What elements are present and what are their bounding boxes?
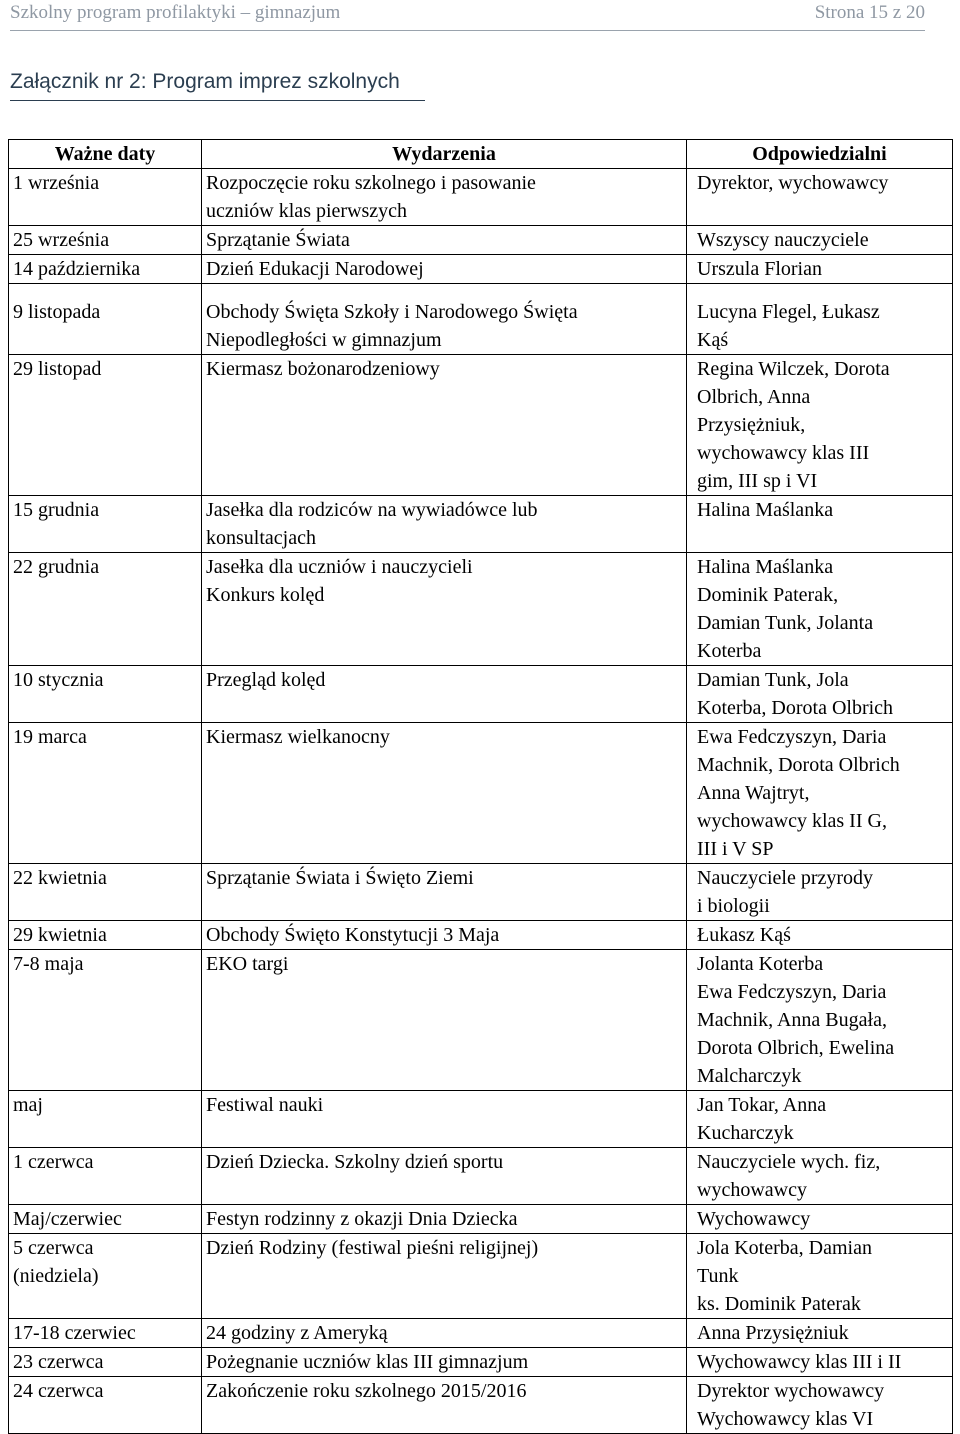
cell-date: 10 stycznia — [9, 666, 202, 723]
cell-date: 22 grudnia — [9, 553, 202, 666]
cell-event: 24 godziny z Ameryką — [202, 1319, 687, 1348]
cell-date: 23 czerwca — [9, 1348, 202, 1377]
page-number: Strona 15 z 20 — [814, 2, 925, 23]
cell-date: 1 czerwca — [9, 1148, 202, 1205]
table-row — [9, 921, 953, 950]
table-row — [9, 1377, 953, 1434]
cell-date: 24 czerwca — [9, 1377, 202, 1434]
table-row — [9, 950, 953, 1091]
cell-event: Dzień Dziecka. Szkolny dzień sportu — [202, 1148, 687, 1205]
table-row — [9, 1091, 953, 1148]
cell-responsible: Jolanta Koterba Ewa Fedczyszyn, Daria Machnik, Anna Bugała, Dorota Olbrich, Ewelina Malcharczyk — [687, 950, 953, 1091]
cell-responsible: Lucyna Flegel, Łukasz Kąś — [687, 284, 953, 355]
cell-event: Zakończenie roku szkolnego 2015/2016 — [202, 1377, 687, 1434]
cell-responsible: Dyrektor, wychowawcy — [687, 169, 953, 226]
cell-date: 7-8 maja — [9, 950, 202, 1091]
header-title: Szkolny program profilaktyki – gimnazjum — [10, 2, 341, 23]
page-header — [10, 0, 925, 31]
cell-event: Rozpoczęcie roku szkolnego i pasowanie uczniów klas pierwszych — [202, 169, 687, 226]
table-row — [9, 864, 953, 921]
table-row — [9, 255, 953, 284]
table-row — [9, 1348, 953, 1377]
table-row — [9, 553, 953, 666]
cell-event: Obchody Święta Szkoły i Narodowego Święta Niepodległości w gimnazjum — [202, 284, 687, 355]
cell-responsible: Damian Tunk, Jola Koterba, Dorota Olbrich — [687, 666, 953, 723]
cell-event: Festyn rodzinny z okazji Dnia Dziecka — [202, 1205, 687, 1234]
cell-date: 29 kwietnia — [9, 921, 202, 950]
table-row — [9, 723, 953, 864]
cell-responsible: Wychowawcy klas III i II — [687, 1348, 953, 1377]
column-header-events: Wydarzenia — [202, 140, 687, 169]
cell-responsible: Wychowawcy — [687, 1205, 953, 1234]
cell-responsible: Nauczyciele przyrody i biologii — [687, 864, 953, 921]
table-row — [9, 226, 953, 255]
column-header-dates: Ważne daty — [9, 140, 202, 169]
cell-responsible: Urszula Florian — [687, 255, 953, 284]
cell-event: Sprzątanie Świata — [202, 226, 687, 255]
table-row — [9, 355, 953, 496]
table-row — [9, 284, 953, 355]
cell-date: Maj/czerwiec — [9, 1205, 202, 1234]
title-underline — [10, 100, 425, 101]
column-header-responsible: Odpowiedzialni — [687, 140, 953, 169]
cell-event: Pożegnanie uczniów klas III gimnazjum — [202, 1348, 687, 1377]
cell-date: 22 kwietnia — [9, 864, 202, 921]
cell-responsible: Łukasz Kąś — [687, 921, 953, 950]
cell-event: EKO targi — [202, 950, 687, 1091]
cell-date: maj — [9, 1091, 202, 1148]
cell-responsible: Halina Maślanka — [687, 496, 953, 553]
cell-date: 25 września — [9, 226, 202, 255]
cell-responsible: Dyrektor wychowawcy Wychowawcy klas VI — [687, 1377, 953, 1434]
cell-responsible: Jan Tokar, Anna Kucharczyk — [687, 1091, 953, 1148]
cell-event: Jasełka dla rodziców na wywiadówce lub konsultacjach — [202, 496, 687, 553]
cell-event: Festiwal nauki — [202, 1091, 687, 1148]
cell-date: 1 września — [9, 169, 202, 226]
cell-date: 15 grudnia — [9, 496, 202, 553]
cell-date: 29 listopad — [9, 355, 202, 496]
cell-event: Kiermasz bożonarodzeniowy — [202, 355, 687, 496]
cell-date: 5 czerwca (niedziela) — [9, 1234, 202, 1319]
cell-responsible: Wszyscy nauczyciele — [687, 226, 953, 255]
table-row — [9, 1234, 953, 1319]
events-table — [8, 139, 953, 1434]
table-header-row — [9, 140, 953, 169]
cell-event: Dzień Rodziny (festiwal pieśni religijnej) — [202, 1234, 687, 1319]
cell-date: 9 listopada — [9, 284, 202, 355]
section-title: Załącznik nr 2: Program imprez szkolnych — [10, 70, 400, 93]
cell-event: Kiermasz wielkanocny — [202, 723, 687, 864]
cell-date: 14 października — [9, 255, 202, 284]
table-row — [9, 169, 953, 226]
cell-event: Obchody Święto Konstytucji 3 Maja — [202, 921, 687, 950]
cell-responsible: Ewa Fedczyszyn, Daria Machnik, Dorota Olbrich Anna Wajtryt, wychowawcy klas II G, III i V SP — [687, 723, 953, 864]
table-row — [9, 1205, 953, 1234]
cell-responsible: Jola Koterba, Damian Tunk ks. Dominik Paterak — [687, 1234, 953, 1319]
table-row — [9, 1148, 953, 1205]
cell-event: Dzień Edukacji Narodowej — [202, 255, 687, 284]
cell-responsible: Regina Wilczek, Dorota Olbrich, Anna Przysiężniuk, wychowawcy klas III gim, III sp i VI — [687, 355, 953, 496]
cell-responsible: Anna Przysiężniuk — [687, 1319, 953, 1348]
cell-event: Przegląd kolęd — [202, 666, 687, 723]
cell-responsible: Nauczyciele wych. fiz, wychowawcy — [687, 1148, 953, 1205]
cell-event: Sprzątanie Świata i Święto Ziemi — [202, 864, 687, 921]
table-row — [9, 666, 953, 723]
table-row — [9, 1319, 953, 1348]
cell-date: 17-18 czerwiec — [9, 1319, 202, 1348]
cell-event: Jasełka dla uczniów i nauczycieli Konkurs kolęd — [202, 553, 687, 666]
table-row — [9, 496, 953, 553]
cell-responsible: Halina Maślanka Dominik Paterak, Damian Tunk, Jolanta Koterba — [687, 553, 953, 666]
cell-date: 19 marca — [9, 723, 202, 864]
